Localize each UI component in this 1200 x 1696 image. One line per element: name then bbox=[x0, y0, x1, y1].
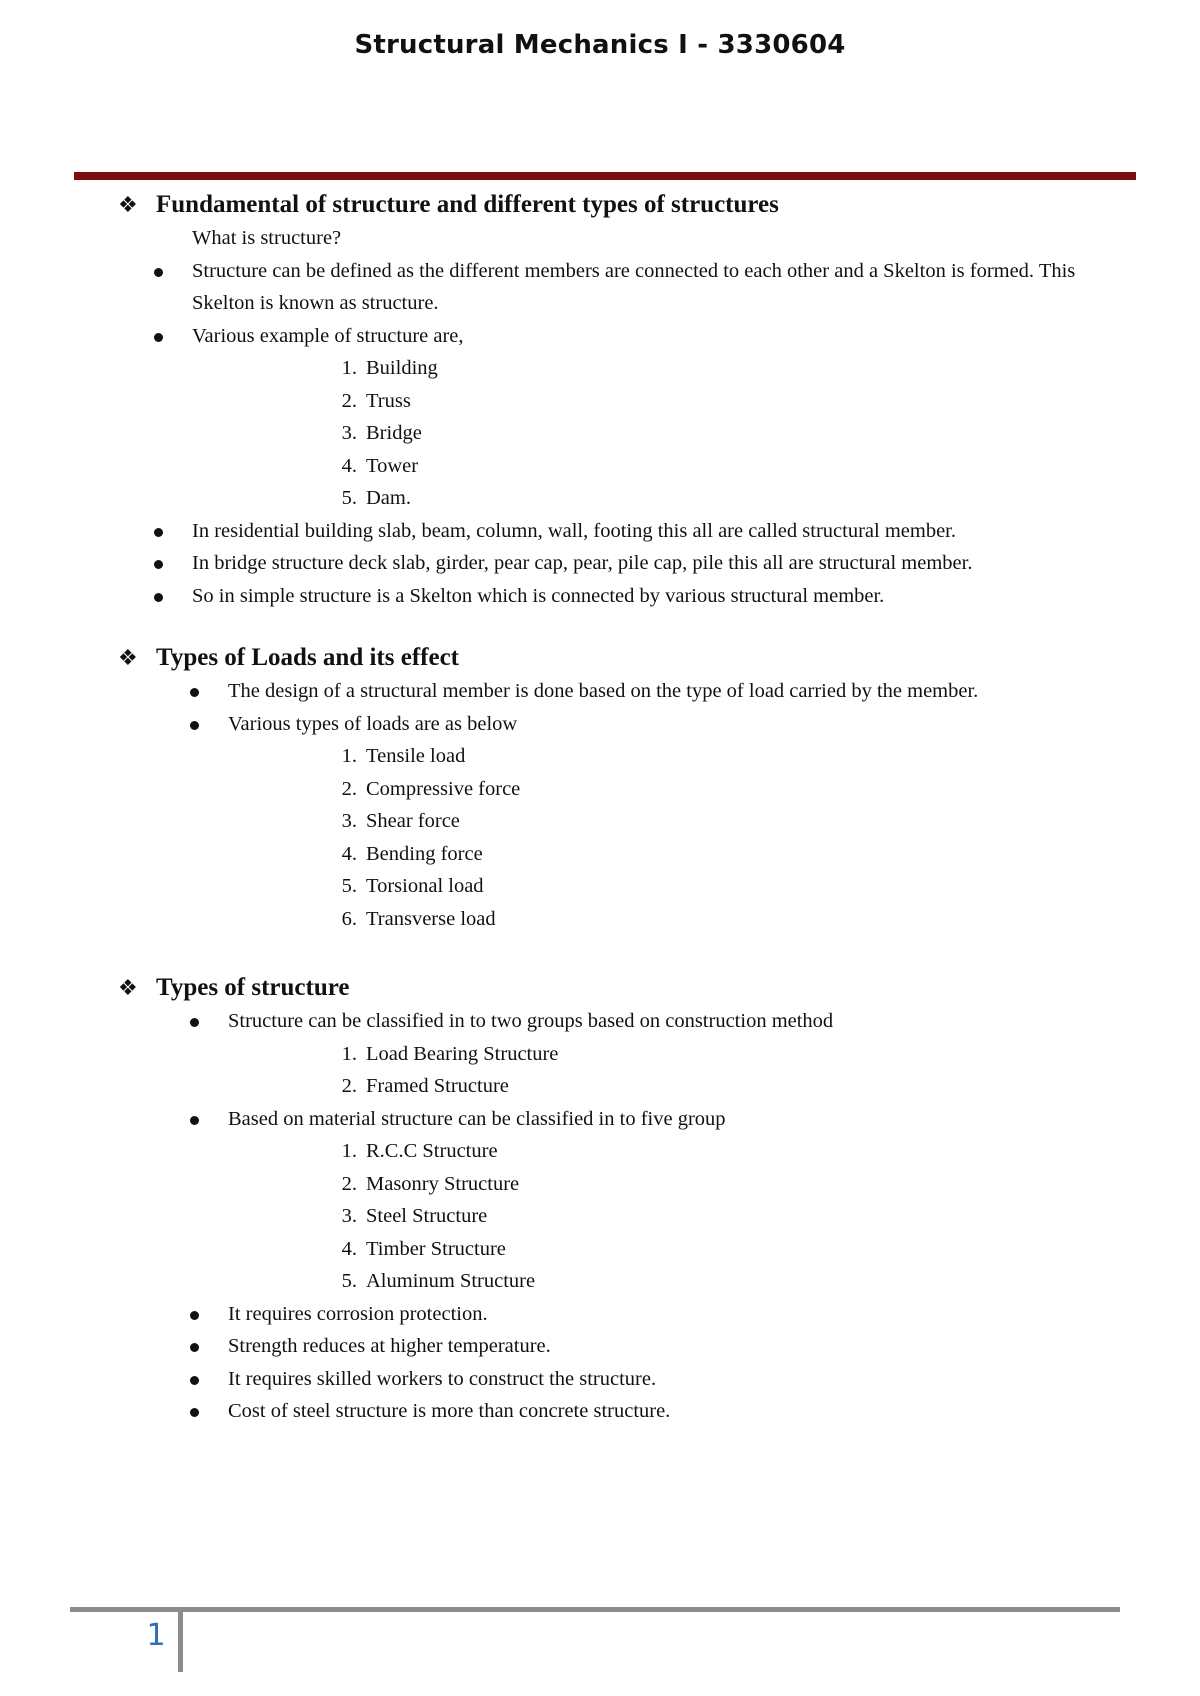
section-heading-text: Types of Loads and its effect bbox=[156, 644, 460, 671]
numbered-item: 2. Compressive force bbox=[341, 777, 521, 800]
numbered-item: 4. Bending force bbox=[341, 842, 483, 865]
numbered-item-text: Load Bearing Structure bbox=[366, 1042, 559, 1065]
numbered-item-text: Masonry Structure bbox=[366, 1172, 520, 1195]
numbered-item-text: Tensile load bbox=[366, 745, 466, 767]
numbered-item-text: Aluminum Structure bbox=[366, 1270, 536, 1292]
list-item-text: Structure can be defined as the different members are connected to each other and a Skelton is formed. This Skelton is known as structure. bbox=[192, 259, 1076, 314]
header-rule bbox=[74, 172, 1136, 180]
bullet-list bbox=[116, 1103, 1076, 1136]
numbered-item-text: R.C.C Structure bbox=[366, 1140, 498, 1162]
bullet-list bbox=[116, 1005, 1076, 1038]
list-item bbox=[116, 580, 1076, 613]
numbered-item-text: Timber Structure bbox=[366, 1237, 506, 1260]
list-item-text: Cost of steel structure is more than concrete structure. bbox=[228, 1400, 671, 1422]
bullet-list bbox=[116, 1298, 1076, 1428]
list-item bbox=[116, 1330, 1076, 1363]
numbered-item-text: Compressive force bbox=[366, 777, 521, 800]
four-diamond-bullet-icon: ❖ bbox=[118, 645, 138, 670]
section-heading-loads bbox=[116, 641, 1076, 675]
numbered-item: 3. Shear force bbox=[341, 810, 460, 832]
bullet-dot-icon bbox=[154, 528, 163, 537]
list-item bbox=[116, 320, 1076, 353]
four-diamond-bullet-icon: ❖ bbox=[118, 192, 138, 217]
list-item-text: Various types of loads are as below bbox=[228, 712, 518, 735]
numbered-item-text: Building bbox=[366, 357, 438, 379]
numbered-item: 5. Aluminum Structure bbox=[341, 1270, 536, 1292]
list-item bbox=[116, 675, 1076, 708]
numbered-item: 1. Tensile load bbox=[341, 745, 466, 767]
list-item bbox=[116, 1298, 1076, 1331]
section-heading-text: Fundamental of structure and different types of structures bbox=[156, 191, 779, 218]
numbered-item: 2. Masonry Structure bbox=[341, 1172, 520, 1195]
numbered-item-text: Bridge bbox=[366, 422, 422, 444]
bullet-dot-icon bbox=[190, 1018, 199, 1027]
bullet-list bbox=[116, 515, 1076, 613]
footer-vertical-rule bbox=[178, 1612, 183, 1672]
list-item bbox=[116, 515, 1076, 548]
list-item bbox=[116, 255, 1076, 320]
numbered-item: 4. Tower bbox=[341, 454, 419, 477]
list-item-text: In bridge structure deck slab, girder, pear cap, pear, pile cap, pile this all are structural member. bbox=[192, 552, 973, 574]
numbered-item: 1. Building bbox=[341, 357, 438, 379]
numbered-item: 6. Transverse load bbox=[341, 907, 496, 930]
numbered-item-text: Transverse load bbox=[366, 907, 496, 930]
numbered-item: 3. Bridge bbox=[341, 422, 422, 444]
section-heading-text: Types of structure bbox=[156, 974, 350, 1001]
list-item bbox=[116, 1005, 1076, 1038]
numbered-list-materials bbox=[116, 1135, 1076, 1298]
list-item-text: Various example of structure are, bbox=[192, 324, 464, 347]
bullet-list bbox=[116, 255, 1076, 353]
list-item-text: Based on material structure can be classified in to five group bbox=[228, 1107, 726, 1130]
numbered-item: 2. Framed Structure bbox=[341, 1075, 509, 1097]
numbered-item-text: Steel Structure bbox=[366, 1205, 488, 1227]
numbered-item-text: Shear force bbox=[366, 810, 460, 832]
intro-question: What is structure? bbox=[192, 227, 342, 249]
numbered-item: 5. Torsional load bbox=[341, 875, 484, 897]
bullet-list bbox=[116, 675, 1076, 740]
list-item bbox=[116, 1103, 1076, 1136]
numbered-item: 1. R.C.C Structure bbox=[341, 1140, 498, 1162]
list-item bbox=[116, 1395, 1076, 1428]
numbered-list-loads bbox=[116, 740, 1076, 935]
list-item-text: Structure can be classified in to two groups based on construction method bbox=[228, 1010, 834, 1032]
section-heading-types-of-structure bbox=[116, 971, 1076, 1005]
bullet-dot-icon bbox=[190, 1343, 199, 1352]
numbered-item-text: Dam. bbox=[366, 487, 411, 509]
list-item-text: In residential building slab, beam, column, wall, footing this all are called structural member. bbox=[192, 519, 956, 542]
footer-rule bbox=[70, 1607, 1120, 1612]
four-diamond-bullet-icon: ❖ bbox=[118, 975, 138, 1000]
list-item bbox=[116, 547, 1076, 580]
bullet-dot-icon bbox=[154, 560, 163, 569]
bullet-dot-icon bbox=[154, 333, 163, 342]
bullet-dot-icon bbox=[154, 593, 163, 602]
numbered-item: 3. Steel Structure bbox=[341, 1205, 488, 1227]
numbered-item: 1. Load Bearing Structure bbox=[341, 1042, 559, 1065]
bullet-dot-icon bbox=[190, 1311, 199, 1320]
bullet-dot-icon bbox=[190, 1116, 199, 1125]
document-header-title: Structural Mechanics I - 3330604 bbox=[354, 30, 846, 60]
numbered-item-text: Torsional load bbox=[366, 875, 484, 897]
numbered-item: 2. Truss bbox=[341, 389, 411, 412]
section-heading-fundamental bbox=[116, 188, 1076, 222]
numbered-list-construction bbox=[116, 1038, 1076, 1103]
numbered-item-text: Bending force bbox=[366, 842, 483, 865]
bullet-dot-icon bbox=[154, 268, 163, 277]
bullet-dot-icon bbox=[190, 688, 199, 697]
list-item bbox=[116, 708, 1076, 741]
list-item-text: Strength reduces at higher temperature. bbox=[228, 1335, 551, 1357]
bullet-dot-icon bbox=[190, 1376, 199, 1385]
numbered-item: 4. Timber Structure bbox=[341, 1237, 506, 1260]
document-body bbox=[116, 188, 1076, 1428]
list-item bbox=[116, 1363, 1076, 1396]
list-item-text: So in simple structure is a Skelton which is connected by various structural member. bbox=[192, 584, 885, 607]
numbered-list-examples bbox=[116, 352, 1076, 515]
numbered-item: 5. Dam. bbox=[341, 487, 411, 509]
bullet-dot-icon bbox=[190, 1408, 199, 1417]
page-number: 1 bbox=[146, 1618, 166, 1653]
list-item-text: It requires skilled workers to construct the structure. bbox=[228, 1367, 657, 1390]
numbered-item-text: Tower bbox=[366, 454, 419, 477]
numbered-item-text: Framed Structure bbox=[366, 1075, 509, 1097]
bullet-dot-icon bbox=[190, 721, 199, 730]
list-item-text: The design of a structural member is done based on the type of load carried by the member. bbox=[228, 680, 979, 702]
list-item-text: It requires corrosion protection. bbox=[228, 1302, 488, 1325]
numbered-item-text: Truss bbox=[366, 389, 411, 412]
